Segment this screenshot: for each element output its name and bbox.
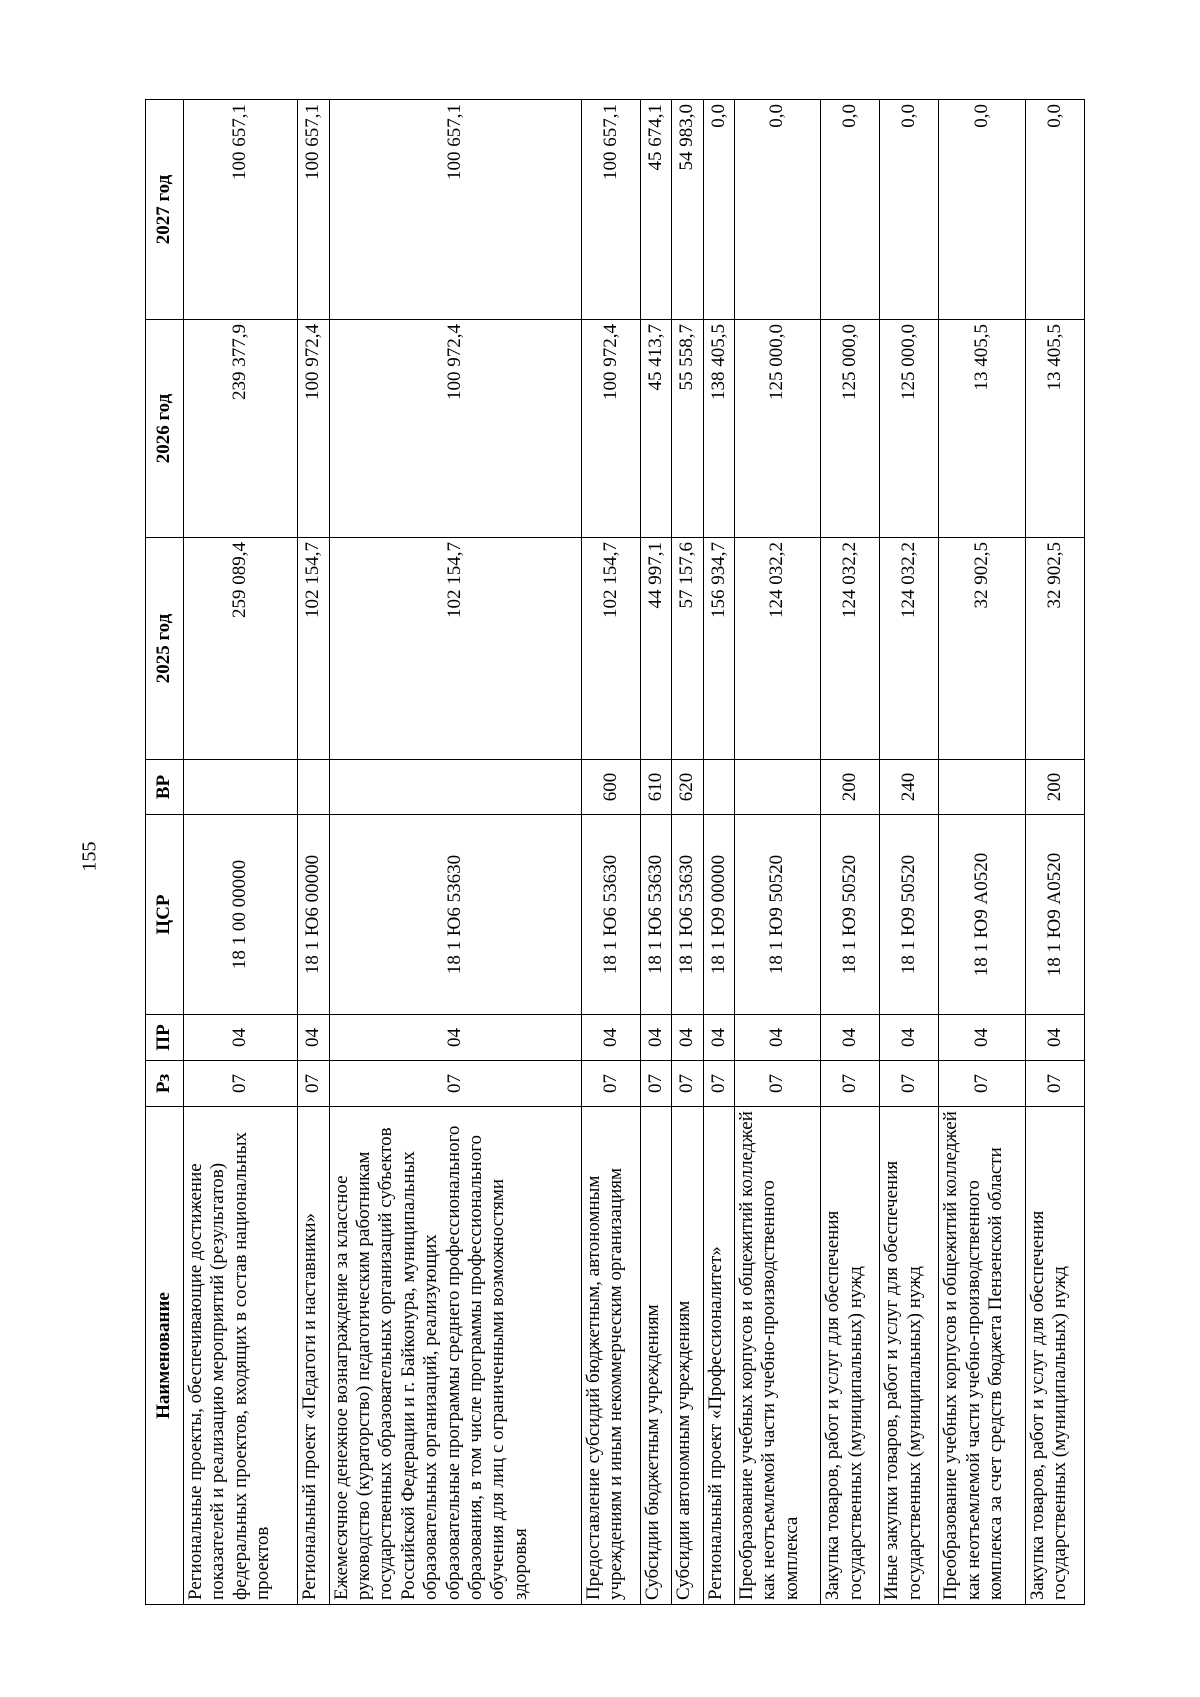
- header-2027: 2027 год: [146, 100, 184, 320]
- cell-rz: 07: [939, 1061, 1026, 1107]
- cell-y2025: 57 157,6: [672, 538, 703, 760]
- cell-y2027: 100 657,1: [329, 100, 581, 320]
- cell-pr: 04: [734, 1015, 821, 1061]
- cell-csr: 18 1 Ю6 53630: [581, 815, 640, 1015]
- cell-csr: 18 1 Ю9 А0520: [1025, 815, 1084, 1015]
- cell-name: Субсидии бюджетным учреждениям: [640, 1107, 671, 1605]
- cell-rz: 07: [1025, 1061, 1084, 1107]
- table-row: [298, 100, 329, 1605]
- cell-y2026: 125 000,0: [821, 320, 880, 538]
- cell-pr: 04: [329, 1015, 581, 1061]
- cell-vr: 200: [821, 760, 880, 815]
- cell-vr: [298, 760, 329, 815]
- cell-vr: 240: [880, 760, 939, 815]
- cell-pr: 04: [1025, 1015, 1084, 1061]
- cell-y2027: 100 657,1: [184, 100, 298, 320]
- cell-rz: 07: [672, 1061, 703, 1107]
- cell-pr: 04: [821, 1015, 880, 1061]
- cell-y2026: 100 972,4: [581, 320, 640, 538]
- cell-csr: 18 1 Ю6 53630: [672, 815, 703, 1015]
- cell-y2025: 44 997,1: [640, 538, 671, 760]
- cell-y2027: 0,0: [703, 100, 734, 320]
- cell-name: Преобразование учебных корпусов и общежитий колледжей как неотъемлемой части учебно-производственного комплекса за счет средств бюджета Пензенской области: [939, 1107, 1026, 1605]
- cell-y2027: 0,0: [939, 100, 1026, 320]
- cell-y2025: 102 154,7: [581, 538, 640, 760]
- cell-vr: 610: [640, 760, 671, 815]
- table-row: [939, 100, 1026, 1605]
- cell-y2026: 45 413,7: [640, 320, 671, 538]
- cell-rz: 07: [734, 1061, 821, 1107]
- cell-vr: 600: [581, 760, 640, 815]
- header-pr: ПР: [146, 1015, 184, 1061]
- cell-y2025: 102 154,7: [298, 538, 329, 760]
- header-csr: ЦСР: [146, 815, 184, 1015]
- table-row: [1025, 100, 1084, 1605]
- cell-y2025: 259 089,4: [184, 538, 298, 760]
- cell-csr: 18 1 Ю6 53630: [640, 815, 671, 1015]
- cell-y2026: 55 558,7: [672, 320, 703, 538]
- cell-rz: 07: [640, 1061, 671, 1107]
- table-row: [703, 100, 734, 1605]
- cell-pr: 04: [581, 1015, 640, 1061]
- header-name: Наименование: [146, 1107, 184, 1605]
- table-row: [581, 100, 640, 1605]
- cell-name: Субсидии автономным учреждениям: [672, 1107, 703, 1605]
- cell-name: Региональные проекты, обеспечивающие достижение показателей и реализацию мероприятий (результатов) федеральных проектов, входящих в состав национальных проектов: [184, 1107, 298, 1605]
- cell-vr: [939, 760, 1026, 815]
- cell-vr: [329, 760, 581, 815]
- cell-csr: 18 1 Ю6 00000: [298, 815, 329, 1015]
- cell-rz: 07: [581, 1061, 640, 1107]
- table-row: [184, 100, 298, 1605]
- cell-y2027: 54 983,0: [672, 100, 703, 320]
- cell-pr: 04: [184, 1015, 298, 1061]
- table-row: [672, 100, 703, 1605]
- cell-rz: 07: [880, 1061, 939, 1107]
- cell-y2026: 125 000,0: [880, 320, 939, 538]
- cell-y2027: 0,0: [821, 100, 880, 320]
- cell-vr: [734, 760, 821, 815]
- table-row: [821, 100, 880, 1605]
- cell-csr: 18 1 Ю9 50520: [821, 815, 880, 1015]
- cell-y2025: 32 902,5: [1025, 538, 1084, 760]
- cell-y2025: 124 032,2: [734, 538, 821, 760]
- cell-y2027: 100 657,1: [298, 100, 329, 320]
- cell-y2025: 124 032,2: [821, 538, 880, 760]
- cell-name: Предоставление субсидий бюджетным, автономным учреждениям и иным некоммерческим организациям: [581, 1107, 640, 1605]
- cell-y2027: 0,0: [1025, 100, 1084, 320]
- cell-pr: 04: [939, 1015, 1026, 1061]
- cell-name: Иные закупки товаров, работ и услуг для обеспечения государственных (муниципальных) нужд: [880, 1107, 939, 1605]
- table-row: [880, 100, 939, 1605]
- cell-y2026: 100 972,4: [329, 320, 581, 538]
- table-row: [329, 100, 581, 1605]
- cell-rz: 07: [184, 1061, 298, 1107]
- cell-y2026: 100 972,4: [298, 320, 329, 538]
- page-number: 155: [78, 841, 101, 872]
- cell-y2026: 138 405,5: [703, 320, 734, 538]
- cell-y2026: 13 405,5: [1025, 320, 1084, 538]
- cell-rz: 07: [821, 1061, 880, 1107]
- cell-y2025: 156 934,7: [703, 538, 734, 760]
- cell-csr: 18 1 Ю6 53630: [329, 815, 581, 1015]
- cell-name: Преобразование учебных корпусов и общежитий колледжей как неотъемлемой части учебно-производственного комплекса: [734, 1107, 821, 1605]
- header-vr: ВР: [146, 760, 184, 815]
- cell-name: Закупка товаров, работ и услуг для обеспечения государственных (муниципальных) нужд: [821, 1107, 880, 1605]
- header-2025: 2025 год: [146, 538, 184, 760]
- budget-table: [145, 99, 1085, 1605]
- cell-vr: 620: [672, 760, 703, 815]
- cell-name: Региональный проект «Педагоги и наставники»: [298, 1107, 329, 1605]
- cell-y2025: 124 032,2: [880, 538, 939, 760]
- cell-y2027: 100 657,1: [581, 100, 640, 320]
- cell-y2025: 32 902,5: [939, 538, 1026, 760]
- cell-csr: 18 1 Ю9 50520: [880, 815, 939, 1015]
- cell-y2026: 239 377,9: [184, 320, 298, 538]
- cell-pr: 04: [880, 1015, 939, 1061]
- header-2026: 2026 год: [146, 320, 184, 538]
- rotated-page-content: [145, 100, 1085, 1605]
- cell-csr: 18 1 Ю9 00000: [703, 815, 734, 1015]
- cell-y2027: 0,0: [880, 100, 939, 320]
- cell-y2026: 13 405,5: [939, 320, 1026, 538]
- cell-pr: 04: [298, 1015, 329, 1061]
- cell-csr: 18 1 Ю9 50520: [734, 815, 821, 1015]
- cell-name: Ежемесячное денежное вознаграждение за классное руководство (кураторство) педагогическим работникам государственных образовательных организаций субъектов Российской Федерации и г. Байконура, муниципальных образовательных организаций, реализующих образовательные программы среднего профессионального образования, в том числе программы профессионального обучения для лиц с ограниченными возможностями здоровья: [329, 1107, 581, 1605]
- table-body: [184, 100, 1085, 1605]
- table-header-row: [146, 100, 184, 1605]
- cell-csr: 18 1 00 00000: [184, 815, 298, 1015]
- cell-y2027: 45 674,1: [640, 100, 671, 320]
- cell-pr: 04: [640, 1015, 671, 1061]
- cell-y2025: 102 154,7: [329, 538, 581, 760]
- cell-y2026: 125 000,0: [734, 320, 821, 538]
- cell-rz: 07: [298, 1061, 329, 1107]
- cell-name: Региональный проект «Профессионалитет»: [703, 1107, 734, 1605]
- cell-csr: 18 1 Ю9 А0520: [939, 815, 1026, 1015]
- header-rz: Рз: [146, 1061, 184, 1107]
- cell-rz: 07: [703, 1061, 734, 1107]
- table-row: [640, 100, 671, 1605]
- cell-vr: [184, 760, 298, 815]
- cell-vr: 200: [1025, 760, 1084, 815]
- cell-pr: 04: [703, 1015, 734, 1061]
- cell-y2027: 0,0: [734, 100, 821, 320]
- cell-rz: 07: [329, 1061, 581, 1107]
- table-row: [734, 100, 821, 1605]
- cell-name: Закупка товаров, работ и услуг для обеспечения государственных (муниципальных) нужд: [1025, 1107, 1084, 1605]
- cell-vr: [703, 760, 734, 815]
- cell-pr: 04: [672, 1015, 703, 1061]
